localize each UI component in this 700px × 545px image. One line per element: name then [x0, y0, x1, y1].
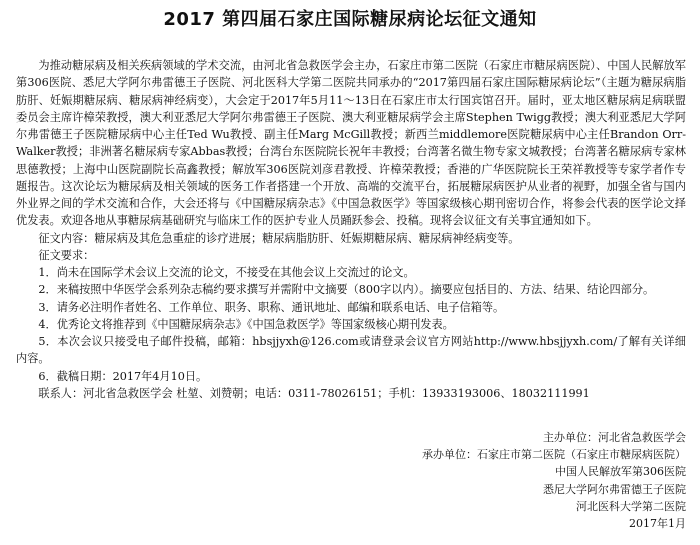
requirements-heading: 征文要求： — [38, 248, 95, 262]
intro-paragraph: 为推动糖尿病及相关疾病领域的学术交流，由河北省急救医学会主办，石家庄市第二医院（石家庄市糖尿病医院）、中国人民解放军第306医院、悉尼大学阿尔弗雷德王子医院、河北医科大学第二医院共同承办的“2017第四届石家庄国际糖尿病论坛”（主题为糖尿病脂肪肝、妊娠期糖尿病、糖尿病神经病变），大会定于2017年5月11～13日在石家庄市太行国宾馆召开。届时，亚太地区糖尿病足病联盟委员会主席许樟荣教授，澳大利亚悉尼大学阿尔弗雷德王子医院、澳大利亚糖尿病学会主席Stephen Twigg教授；澳大利亚悉尼大学阿尔弗雷德王子医院糖尿病中心主任Ted Wu教授、副主任Marg McGill教授；新西兰middlemore医院糖尿病中心主任Brandon Orr-Walker教授；非洲著名糖尿病专家Abbas教授；台湾台东医院院长祝年丰教授；台湾著名微生物专家文城教授；台湾著名糖尿病专家林思德教授；上海中山医院副院长高鑫教授；解放军306医院刘彦君教授、许樟荣教授；香港的广华医院院长王荣祥教授等专家学者作专题报告。这次论坛为糖尿病及相关领域的医务工作者搭建一个开放、高端的交流平台，拓展糖尿病医护从业者的视野，加强全省与国内外业界之间的学术交流和合作，大会还将与《中国糖尿病杂志》《中国急救医学》等国家级核心期刊密切合作，将参会代表的医学论文择优发表。欢迎各地从事糖尿病基础研究与临床工作的医护专业人员踊跃参会、投稿。现将会议征文有关事宜通知如下。 — [16, 59, 686, 228]
page-title: 2017 第四届石家庄国际糖尿病论坛征文通知 — [163, 9, 537, 30]
organizer-unit-3: 悉尼大学阿尔弗雷德王子医院 — [543, 482, 686, 496]
requirement-item-6: 6．截稿日期：2017年4月10日。 — [38, 369, 208, 383]
topics-paragraph: 征文内容：糖尿病及其危急重症的诊疗进展；糖尿病脂肪肝、妊娠期糖尿病、糖尿病神经病变等。 — [38, 231, 520, 245]
requirement-item-4: 4．优秀论文将推荐到《中国糖尿病杂志》《中国急救医学》等国家级核心期刊发表。 — [38, 317, 454, 331]
contact-paragraph: 联系人：河北省急救医学会 杜堃、刘赞朝；电话：0311-78026151；手机：13933193006、18032111991 — [38, 386, 590, 400]
notice-body — [16, 57, 686, 402]
notice-date: 2017年1月 — [629, 517, 686, 531]
requirement-item-5: 5．本次会议只接受电子邮件投稿，邮箱：hbsjjyxh@126.com或请登录会议官方网站http://www.hbsjjyxh.com/了解有关详细内容。 — [16, 335, 686, 366]
organizer-unit-2: 中国人民解放军第306医院 — [555, 465, 686, 479]
requirement-item-3: 3．请务必注明作者姓名、工作单位、职务、职称、通讯地址、邮编和联系电话、电子信箱等。 — [38, 300, 505, 314]
organizer-unit-1: 承办单位：石家庄市第二医院（石家庄市糖尿病医院） — [422, 448, 686, 462]
host-unit: 主办单位：河北省急救医学会 — [543, 431, 686, 444]
organizer-unit-4: 河北医科大学第二医院 — [576, 499, 686, 513]
requirement-item-1: 1．尚未在国际学术会议上交流的论文，不接受在其他会议上交流过的论文。 — [38, 266, 415, 279]
requirement-item-2: 2．来稿按照中华医学会系列杂志稿约要求撰写并需附中文摘要（800字以内）。摘要应包括目的、方法、结果、结论四部分。 — [38, 283, 655, 297]
signoff-block — [326, 429, 686, 532]
